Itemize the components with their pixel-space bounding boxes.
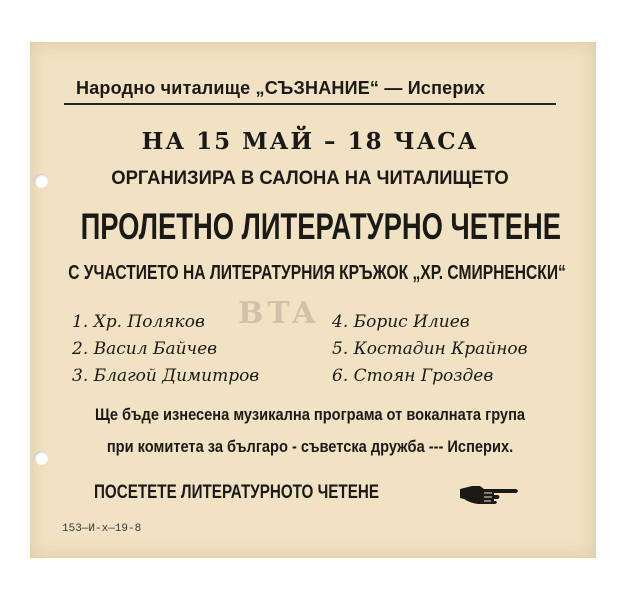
participant-6: 6. Стоян Гроздев <box>332 366 494 386</box>
music-line-1: Ще бъде изнесена музикална програма от вокалната група <box>94 405 526 424</box>
participant-3: 3. Благой Димитров <box>72 366 260 386</box>
participant-2: 2. Васил Байчев <box>72 339 218 359</box>
print-code: 153—И-х—19-8 <box>62 523 142 535</box>
header-line: Народно читалище „СЪЗНАНИЕ“ — Исперих <box>76 78 486 98</box>
participation-line: С УЧАСТИЕТО НА ЛИТЕРАТУРНИЯ КРЪЖОК „ХР. СМИРНЕНСКИ“ <box>68 262 566 284</box>
pointing-hand-icon <box>458 480 522 506</box>
event-date: НА 15 МАЙ – 18 ЧАСА <box>141 128 479 155</box>
organizes-line: ОРГАНИЗИРА В САЛОНА НА ЧИТАЛИЩЕТО <box>111 168 509 189</box>
music-line-2: при комитета за българо - съветска дружба --- Исперих. <box>106 437 514 456</box>
call-to-action: ПОСЕТЕТЕ ЛИТЕРАТУРНОТО ЧЕТЕНЕ <box>94 482 379 503</box>
header-rule <box>64 103 556 105</box>
watermark: BTA <box>238 296 320 331</box>
participant-1: 1. Хр. Поляков <box>72 312 205 332</box>
participant-5: 5. Костадин Крайнов <box>332 339 528 359</box>
participant-4: 4. Борис Илиев <box>332 312 470 332</box>
event-title: ПРОЛЕТНО ЛИТЕРАТУРНО ЧЕТЕНЕ <box>80 206 562 247</box>
